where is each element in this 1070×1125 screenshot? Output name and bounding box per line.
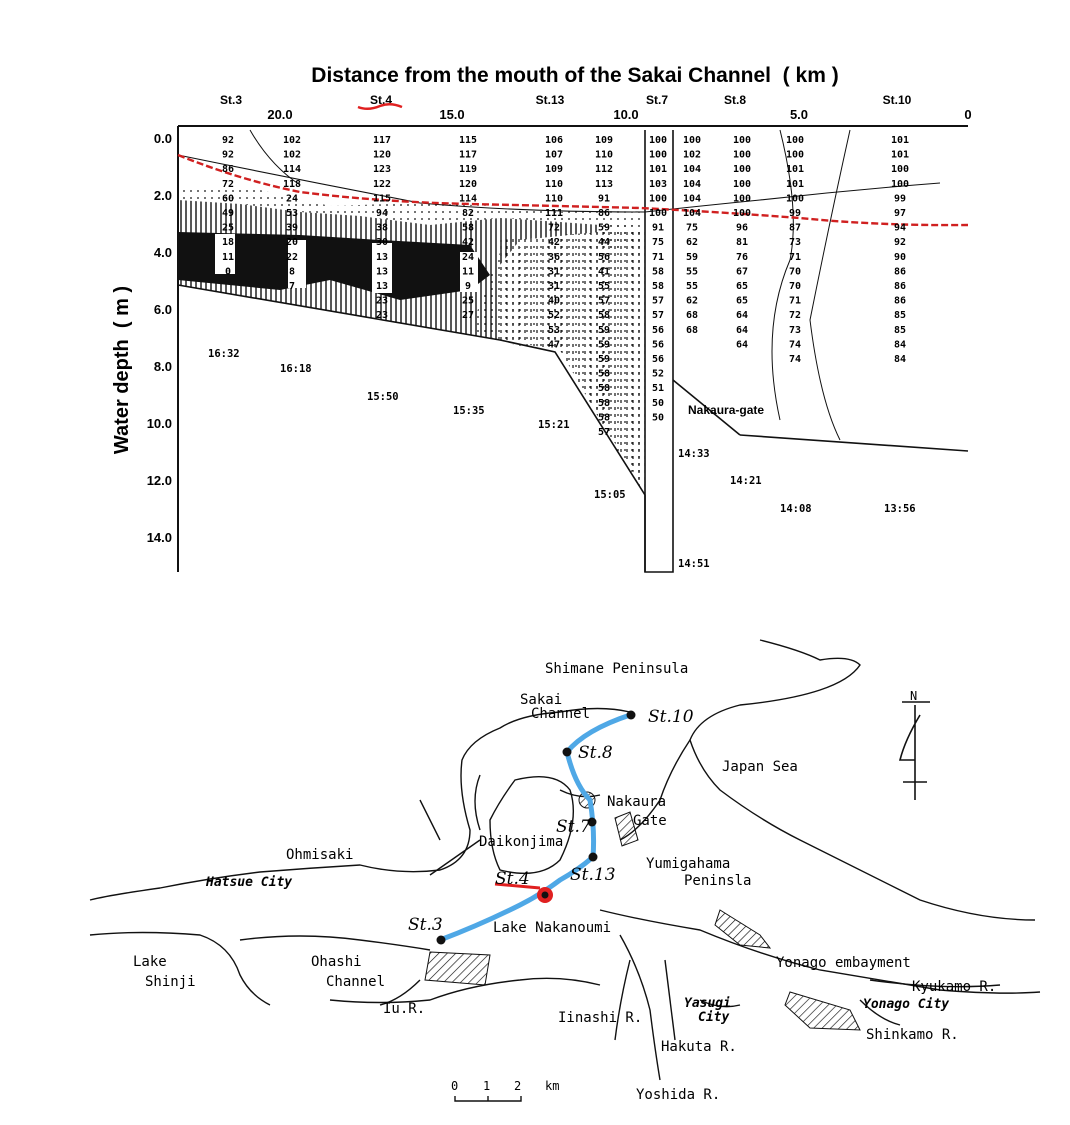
- section-value: 100: [890, 178, 910, 190]
- section-value: 94: [893, 222, 907, 234]
- map-station-label: St.3: [408, 915, 443, 935]
- section-value: 110: [544, 193, 564, 205]
- nakaura-gate-label: Nakaura-gate: [688, 403, 765, 417]
- section-value: 47: [547, 339, 561, 351]
- section-value: 58: [597, 310, 611, 322]
- st4-underline-mark: [358, 104, 402, 109]
- section-value: 39: [285, 222, 299, 234]
- section-value: 62: [685, 295, 699, 307]
- section-value: 23: [375, 295, 389, 307]
- section-value: 94: [375, 208, 389, 219]
- section-value: 75: [651, 237, 665, 249]
- label-shinkamo-river: Shinkamo R.: [866, 1027, 959, 1043]
- section-value: 99: [788, 208, 802, 219]
- depth-section: [111, 64, 972, 572]
- section-value: 40: [547, 295, 561, 307]
- section-value: 49: [221, 208, 235, 219]
- section-value: 55: [685, 281, 699, 292]
- section-value: 101: [785, 164, 805, 176]
- section-value: 101: [890, 135, 910, 146]
- label-yonago-embayment: Yonago embayment: [776, 955, 911, 971]
- section-value: 84: [893, 354, 907, 365]
- section-value: 20: [285, 237, 299, 249]
- y-axis-title: Water depth ( m ): [111, 285, 133, 455]
- section-value: 59: [685, 251, 699, 263]
- section-value: 64: [735, 310, 749, 322]
- section-value: 110: [544, 178, 564, 190]
- map-station-label: St.10: [648, 707, 694, 727]
- section-value: 71: [788, 251, 802, 263]
- label-nakaura: Nakaura: [607, 794, 667, 810]
- label-yonago-city: Yonago City: [863, 997, 950, 1012]
- section-value: 53: [547, 324, 561, 336]
- section-value: 87: [788, 222, 802, 234]
- section-value: 102: [282, 135, 302, 146]
- section-value: 84: [893, 339, 907, 351]
- y-tick-label: 0.0: [153, 131, 172, 146]
- section-value: 118: [282, 178, 302, 190]
- section-value: 8: [288, 266, 296, 278]
- section-value: 120: [458, 178, 478, 190]
- label-lake: Lake: [133, 954, 167, 970]
- section-value: 123: [372, 164, 392, 176]
- section-value: 100: [648, 135, 668, 146]
- station-label: St.3: [219, 93, 243, 107]
- y-tick-label: 4.0: [153, 245, 172, 260]
- section-value: 99: [893, 193, 907, 205]
- map-station-label: St.13: [570, 865, 616, 885]
- section-value: 90: [893, 251, 907, 263]
- section-value: 56: [651, 324, 665, 336]
- section-value: 58: [651, 281, 665, 292]
- label-iinashi-river: Iinashi R.: [558, 1010, 643, 1026]
- label-daikonjima: Daikonjima: [479, 834, 564, 850]
- section-value: 100: [732, 193, 752, 205]
- section-value: 65: [735, 281, 749, 292]
- section-value: 70: [788, 281, 802, 292]
- section-value: 122: [372, 178, 392, 190]
- station-label: St.4: [369, 93, 393, 107]
- section-value: 30: [375, 237, 389, 249]
- label-shimane-peninsula: Shimane Peninsula: [545, 661, 689, 677]
- section-value: 59: [597, 339, 611, 351]
- section-value: 119: [458, 164, 478, 176]
- section-value: 103: [648, 178, 668, 190]
- section-value: 75: [685, 222, 699, 234]
- section-value: 57: [651, 295, 665, 307]
- time-label: 16:32: [208, 348, 240, 360]
- station-dot-st8: [563, 748, 572, 757]
- label-lake-nakanoumi: Lake Nakanoumi: [493, 920, 612, 936]
- section-value: 86: [597, 208, 611, 219]
- section-value: 13: [375, 266, 389, 278]
- x-tick-label: 10.0: [613, 107, 639, 122]
- section-value: 36: [547, 251, 561, 263]
- station-label: St.10: [882, 93, 912, 107]
- section-value: 41: [597, 266, 611, 278]
- section-value: 24: [461, 251, 475, 263]
- section-value: 74: [788, 354, 802, 365]
- section-value: 101: [785, 178, 805, 190]
- section-value: 25: [221, 222, 235, 234]
- section-value: 42: [461, 237, 475, 249]
- station-label: St.7: [645, 93, 669, 107]
- label-ohashi: Ohashi: [311, 954, 362, 970]
- section-value: 100: [648, 208, 668, 219]
- x-tick-label: 20.0: [267, 107, 293, 122]
- section-value: 111: [544, 208, 564, 219]
- time-label: 14:33: [678, 448, 710, 460]
- section-value: 53: [285, 208, 299, 219]
- label-nakaura-gate: Gate: [633, 813, 667, 829]
- label-ohmisaki: Ohmisaki: [286, 847, 354, 863]
- section-value: 11: [221, 251, 235, 263]
- label-hakuta-river: Hakuta R.: [661, 1039, 737, 1055]
- label-japan-sea: Japan Sea: [722, 759, 798, 775]
- svg-text:2: 2: [514, 1079, 522, 1093]
- section-value: 73: [788, 237, 802, 249]
- section-value: 100: [732, 149, 752, 161]
- section-value: 104: [682, 193, 702, 205]
- label-peninsla: Peninsla: [684, 873, 752, 889]
- section-value: 55: [597, 281, 611, 292]
- section-value: 59: [597, 222, 611, 234]
- section-title: Distance from the mouth of the Sakai Channel ( km ): [311, 64, 839, 87]
- section-value: 22: [285, 251, 299, 263]
- x-tick-label: 0: [964, 107, 972, 122]
- section-value: 64: [735, 324, 749, 336]
- time-labels: [208, 348, 916, 570]
- section-value: 73: [788, 324, 802, 336]
- section-value: 71: [788, 295, 802, 307]
- section-value: 76: [735, 251, 749, 263]
- x-tick-label: 15.0: [439, 107, 465, 122]
- section-value: 50: [651, 412, 665, 424]
- section-value: 42: [547, 237, 561, 249]
- section-value: 96: [735, 222, 749, 234]
- section-value: 56: [651, 354, 665, 365]
- section-value: 31: [547, 266, 561, 278]
- section-value: 109: [594, 135, 614, 146]
- section-value: 110: [594, 149, 614, 161]
- section-value: 72: [221, 178, 235, 190]
- section-value: 59: [597, 354, 611, 365]
- time-label: 15:35: [453, 405, 485, 417]
- section-value: 106: [544, 135, 564, 146]
- station-dot-st3: [437, 936, 446, 945]
- section-value: 104: [682, 178, 702, 190]
- section-value: 56: [651, 339, 665, 351]
- label-yasugi-city: City: [698, 1010, 730, 1025]
- section-value: 59: [597, 324, 611, 336]
- label-shinji: Shinji: [145, 974, 196, 990]
- svg-text:0: 0: [451, 1079, 459, 1093]
- section-value: 27: [461, 310, 475, 322]
- section-value: 97: [893, 208, 907, 219]
- section-value: 67: [735, 266, 749, 278]
- section-value: 117: [372, 135, 392, 146]
- section-value: 100: [785, 149, 805, 161]
- station-label: St.8: [723, 93, 747, 107]
- section-value: 38: [375, 222, 389, 234]
- section-value: 13: [375, 281, 389, 292]
- map-station-label: St.8: [578, 743, 613, 763]
- label-sakai: Sakai: [520, 692, 563, 708]
- section-value: 100: [732, 178, 752, 190]
- section-value: 23: [375, 310, 389, 322]
- section-value: 100: [732, 135, 752, 146]
- y-tick-label: 2.0: [153, 188, 172, 203]
- label-yasugi: Yasugi: [684, 996, 731, 1011]
- section-value: 31: [547, 281, 561, 292]
- section-value: 58: [651, 266, 665, 278]
- map-station-label: St.7: [556, 817, 591, 837]
- section-value: 101: [890, 149, 910, 161]
- section-value: 115: [458, 135, 478, 146]
- section-value: 115: [372, 193, 392, 205]
- time-label: 14:21: [730, 475, 762, 487]
- map-station-label: St.4: [495, 869, 530, 889]
- y-tick-label: 12.0: [146, 473, 172, 488]
- section-value: 57: [597, 295, 611, 307]
- location-map: [90, 640, 1040, 1103]
- section-value: 100: [732, 164, 752, 176]
- section-value: 68: [685, 324, 699, 336]
- section-value: 100: [682, 135, 702, 146]
- section-value: 7: [288, 281, 296, 292]
- section-value: 86: [893, 281, 907, 292]
- section-value: 114: [458, 193, 478, 205]
- section-value: 85: [893, 324, 907, 336]
- svg-text:1: 1: [483, 1079, 491, 1093]
- section-value: 44: [597, 237, 611, 249]
- station-label: St.13: [535, 93, 565, 107]
- y-tick-label: 6.0: [153, 302, 172, 317]
- section-value: 11: [461, 266, 475, 278]
- section-value: 58: [597, 383, 611, 395]
- section-value: 104: [682, 164, 702, 176]
- time-label: 16:18: [280, 363, 312, 375]
- section-value: 107: [544, 149, 564, 161]
- label-hatsue-city: Hatsue City: [206, 875, 293, 890]
- section-value: 100: [890, 164, 910, 176]
- label-kyukamo-river: Kyukamo R.: [912, 979, 997, 995]
- station-dot-st4-core: [542, 892, 549, 899]
- label-yumigahama: Yumigahama: [646, 856, 731, 872]
- section-value: 100: [732, 208, 752, 219]
- section-value: 91: [651, 222, 665, 234]
- section-value: 109: [544, 164, 564, 176]
- section-value: 0: [224, 266, 232, 278]
- section-value: 57: [651, 310, 665, 322]
- section-value: 81: [735, 237, 749, 249]
- section-value: 71: [651, 251, 665, 263]
- y-tick-label: 8.0: [153, 359, 172, 374]
- section-value: 50: [651, 397, 665, 409]
- section-value: 104: [682, 208, 702, 219]
- y-tick-label: 10.0: [146, 416, 172, 431]
- section-value: 92: [221, 149, 235, 161]
- time-label: 15:05: [594, 489, 626, 501]
- section-value: 68: [685, 310, 699, 322]
- label-iu-river: Iu.R.: [383, 1001, 426, 1017]
- section-value: 65: [735, 295, 749, 307]
- section-value: 60: [221, 193, 235, 205]
- section-value: 117: [458, 149, 478, 161]
- section-value: 100: [785, 193, 805, 205]
- x-tick-label: 5.0: [789, 107, 809, 122]
- north-label: N: [910, 689, 918, 703]
- section-value: 55: [685, 266, 699, 278]
- section-value: 120: [372, 149, 392, 161]
- time-label: 14:51: [678, 558, 710, 570]
- section-value: 113: [594, 178, 614, 190]
- section-value: 52: [547, 310, 561, 322]
- label-sakai-channel: Channel: [531, 706, 591, 722]
- station-dot-st13: [589, 853, 598, 862]
- section-value: 101: [648, 164, 668, 176]
- section-value: 64: [735, 339, 749, 351]
- section-value: 58: [461, 222, 475, 234]
- section-value: 51: [651, 383, 665, 395]
- section-value: 74: [788, 339, 802, 351]
- section-value: 9: [464, 281, 472, 292]
- svg-text:km: km: [545, 1079, 560, 1093]
- section-value: 86: [221, 164, 235, 176]
- section-value: 13: [375, 251, 389, 263]
- section-value: 86: [893, 266, 907, 278]
- section-value: 72: [547, 222, 561, 234]
- section-value: 62: [685, 237, 699, 249]
- time-label: 15:21: [538, 419, 570, 431]
- y-tick-label: 14.0: [146, 530, 172, 545]
- section-value: 58: [597, 368, 611, 380]
- section-value: 91: [597, 193, 611, 205]
- section-value: 100: [648, 149, 668, 161]
- section-value: 72: [788, 310, 802, 322]
- time-label: 14:08: [780, 503, 812, 515]
- section-value: 114: [282, 164, 302, 176]
- section-value: 56: [597, 251, 611, 263]
- section-value: 82: [461, 208, 475, 219]
- section-value: 100: [785, 135, 805, 146]
- section-value: 24: [285, 193, 299, 205]
- section-value: 102: [682, 149, 702, 161]
- station-dot-st10: [627, 711, 636, 720]
- section-value: 92: [893, 237, 907, 249]
- section-value: 100: [648, 193, 668, 205]
- time-label: 13:56: [884, 503, 916, 515]
- section-value: 58: [597, 397, 611, 409]
- section-value: 92: [221, 135, 235, 146]
- label-yoshida-river: Yoshida R.: [636, 1087, 721, 1103]
- section-value: 52: [651, 368, 665, 380]
- section-value: 102: [282, 149, 302, 161]
- section-value: 57: [597, 427, 611, 438]
- section-value: 86: [893, 295, 907, 307]
- section-value: 25: [461, 295, 475, 307]
- section-value: 18: [221, 237, 235, 249]
- scale-bar: [451, 1079, 559, 1101]
- time-label: 15:50: [367, 391, 399, 403]
- section-value: 70: [788, 266, 802, 278]
- section-value: 85: [893, 310, 907, 322]
- north-arrow: [900, 689, 930, 800]
- label-ohashi-channel: Channel: [326, 974, 386, 990]
- section-value: 58: [597, 412, 611, 424]
- section-value: 112: [594, 164, 614, 176]
